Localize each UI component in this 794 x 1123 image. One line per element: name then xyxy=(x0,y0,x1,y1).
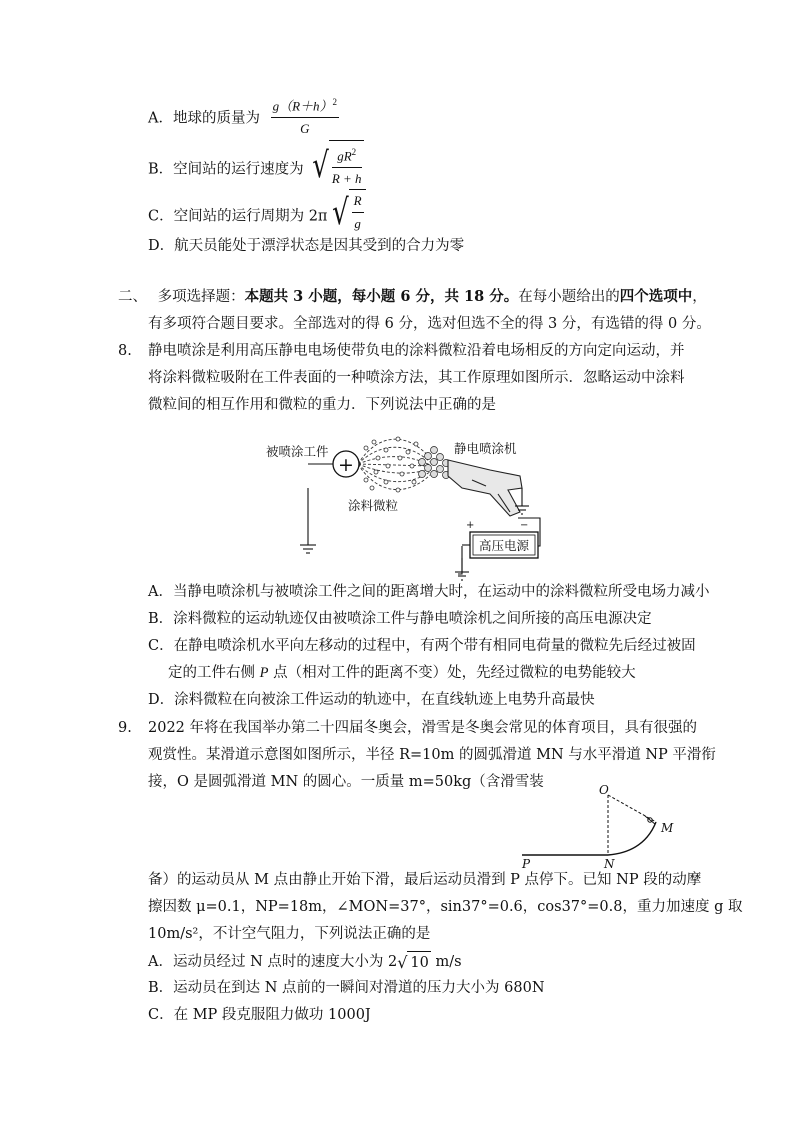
q9-stem-line1: 2022 年将在我国举办第二十四届冬奥会，滑雪是冬奥会常见的体育项目，具有很强的 xyxy=(148,720,698,736)
q7-option-a-text: A．地球的质量为 xyxy=(148,110,260,127)
label-N: N xyxy=(604,857,615,868)
section2-label: 二、 xyxy=(118,289,147,305)
wire-left xyxy=(458,546,462,574)
q8-stem-line1: 静电喷涂是利用高压静电电场使带负电的涂料微粒沿着电场相反的方向定向运动，并 xyxy=(148,343,685,359)
ground-left xyxy=(300,488,316,553)
q7-option-c-text: C．空间站的运行周期为 2π xyxy=(148,208,328,225)
q8-option-b: B．涂料微粒的运动轨迹仅由被喷涂工件与静电喷涂机之间所接的高压电源决定 xyxy=(148,611,652,627)
q9-slope-figure xyxy=(514,782,684,868)
paint-particles xyxy=(364,437,418,492)
gun-label: 静电喷涂机 xyxy=(454,441,517,456)
q8-option-a: A．当静电喷涂机与被喷涂工件之间的距离增大时，在运动中的涂料微粒所受电场力减小 xyxy=(148,584,710,600)
arc-MN xyxy=(608,822,656,855)
q7-option-c-formula: √ $\frac{R}{g}$ xyxy=(332,189,366,234)
q9-stem-line5: 擦因数 μ=0.1，NP=18m，∠MON=37°，sin37°=0.6，cos37°=0.8，重力加速度 g 取 xyxy=(148,899,743,915)
workpiece-plus: + xyxy=(338,454,354,476)
q7-option-a-formula: $\frac{g(R+h)^2}{G}$ xyxy=(271,92,339,139)
workpiece-label: 被喷涂工件 xyxy=(266,444,329,459)
section2-rule: 本题共 3 小题，每小题 6 分，共 18 分。 xyxy=(244,288,519,305)
q9-option-a: A．运动员经过 N 点时的速度大小为 2√ 10 m/s xyxy=(148,953,462,972)
q8-spray-figure xyxy=(258,428,558,583)
q8-stem-line3: 微粒间的相互作用和微粒的重力．下列说法中正确的是 xyxy=(148,397,496,413)
spray-gun xyxy=(448,460,522,516)
q9-stem-line3: 接，O 是圆弧滑道 MN 的圆心。一质量 m=50kg（含滑雪装 xyxy=(148,774,544,790)
q9-option-c: C．在 MP 段克服阻力做功 1000J xyxy=(148,1007,371,1023)
q7-option-d: D．航天员能处于漂浮状态是因其受到的合力为零 xyxy=(148,238,465,254)
label-M: M xyxy=(661,821,674,835)
ground-power xyxy=(455,558,469,580)
label-O: O xyxy=(599,783,609,797)
q9-stem-line6: 10m/s²，不计空气阻力，下列说法正确的是 xyxy=(148,926,431,942)
q7-option-c xyxy=(148,192,366,234)
power-supply-label: 高压电源 xyxy=(478,538,530,553)
particles-label: 涂料微粒 xyxy=(348,498,399,513)
q9-number: 9. xyxy=(118,720,132,736)
q7-option-b xyxy=(148,145,364,189)
section2-heading: 二、 多项选择题：本题共 3 小题，每小题 6 分，共 18 分。在每小题给出的四个选项中， xyxy=(118,288,707,305)
q7-option-b-text: B．空间站的运行速度为 xyxy=(148,161,304,178)
q7-option-a xyxy=(148,98,339,139)
q9-option-b: B．运动员在到达 N 点前的一瞬间对滑道的压力大小为 680N xyxy=(148,980,545,996)
power-plus-label: + xyxy=(466,520,475,531)
section2-title: 多项选择题： xyxy=(157,289,245,305)
q8-option-c-line1: C．在静电喷涂机水平向左移动的过程中，有两个带有相同电荷量的微粒先后经过被固 xyxy=(148,638,696,654)
q8-number: 8. xyxy=(118,343,132,359)
q8-option-d: D．涂料微粒在向被涂工件运动的轨迹中，在直线轨迹上电势升高最快 xyxy=(148,692,595,708)
q7-option-b-formula: √ $\frac{gR^2}{R + h}$ xyxy=(312,140,363,189)
q8-stem-line2: 将涂料微粒吸附在工件表面的一种喷涂方法，其工作原理如图所示．忽略运动中涂料 xyxy=(148,370,685,386)
q9-stem-line2: 观赏性。某滑道示意图如图所示，半径 R=10m 的圆弧滑道 MN 与水平滑道 NP 平滑衔 xyxy=(148,747,716,763)
section2-rule-line2: 有多项符合题目要求。全部选对的得 6 分，选对但选不全的得 3 分，有选错的得 0 分。 xyxy=(148,316,711,332)
q8-option-c-line2: 定的工件右侧 P 点（相对工件的距离不变）处，先经过微粒的电势能较大 xyxy=(168,665,636,681)
q9-stem-line4: 备）的运动员从 M 点由静止开始下滑，最后运动员滑到 P 点停下。已知 NP 段的动摩 xyxy=(148,872,702,888)
power-minus-label: − xyxy=(520,520,529,531)
label-P: P xyxy=(522,857,531,868)
